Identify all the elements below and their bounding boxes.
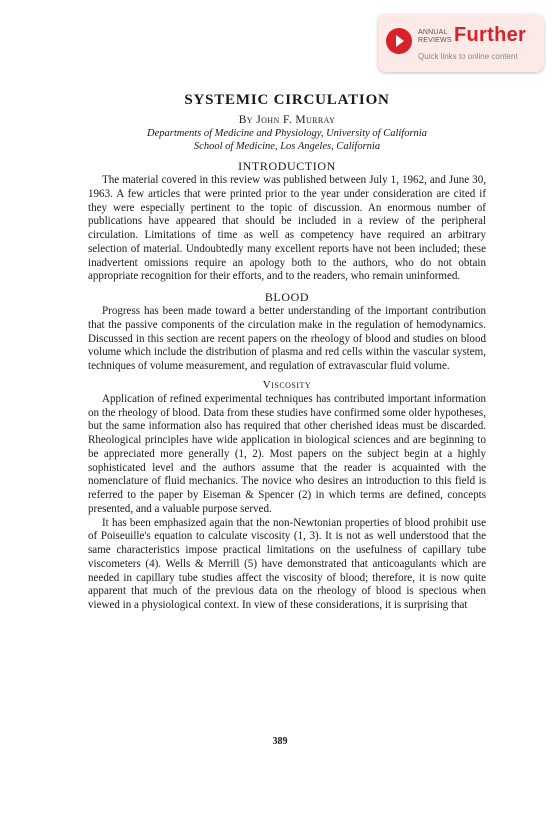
article-page bbox=[88, 91, 486, 613]
article-title: SYSTEMIC CIRCULATION bbox=[184, 92, 390, 108]
heading-blood: BLOOD bbox=[264, 290, 310, 304]
heading-introduction: INTRODUCTION bbox=[238, 159, 336, 173]
further-tagline: Quick links to online content bbox=[418, 52, 518, 61]
paragraph-viscosity-1: Application of refined experimental techniques has contributed important information on the rheology of blood. Data from these studies have confirmed some older hypotheses, but the same information also has required that other cherished ideas must be discarded. Rheological principles have wide application in biological sciences and are beginning to be appreciated more generally (1, 2). Most papers on the subject begin at a highly sophisticated level and the authors assume that the reader is acquainted with the nomenclature of fluid mechanics. The novice who desires an introduction to this field is referred to the paper by Eiseman & Spencer (2) in which terms are defined, concepts presented, and a valuable purpose served. bbox=[88, 392, 486, 515]
affiliation-line-1: Departments of Medicine and Physiology, University of California bbox=[147, 128, 427, 139]
paragraph-introduction: The material covered in this review was published between July 1, 1962, and June 30, 1963. A few articles that were printed prior to the year under consideration are cited if they were especially pertinent to the topic of discussion. An enormous number of publications have appeared that should be included in a review of the peripheral circulation. Limitations of time as well as competency have required an arbitrary selection of material. Undoubtedly many excellent reports have not been included; these inadvertent omissions require an apology both to the authors, who do not obtain appropriate recognition for their efforts, and to the readers, who remain uninformed. bbox=[88, 174, 486, 283]
article-author: By John F. Murray bbox=[238, 114, 336, 126]
page-number: 389 bbox=[272, 736, 288, 747]
annual-reviews-label: ANNUAL REVIEWS bbox=[418, 29, 452, 44]
heading-viscosity: Viscosity bbox=[262, 378, 312, 391]
affiliation-line-2: School of Medicine, Los Angeles, California bbox=[193, 141, 381, 152]
paragraph-viscosity-2: It has been emphasized again that the non-Newtonian properties of blood prohibit use of Poiseuille's equation to calculate viscosity (1, 3). It is not as well understood that the same characteristics impose practical limitations on the usefulness of capillary tube viscometers (4). Wells & Merrill (5) have demonstrated that anticoagulants which are needed in capillary tube studies affect the viscosity of blood; therefore, it is now quite apparent that much of the previous data on the rheology of blood is specious when viewed in a physiological context. In view of these considerations, it is surprising that bbox=[88, 516, 486, 611]
paragraph-blood: Progress has been made toward a better understanding of the important contribution that the passive components of the circulation make in the regulation of hemodynamics. Discussed in this section are recent papers on the rheology of blood and studies on blood volume which include the distribution of plasma and red cells within the vascular system, techniques of volume measurement, and regulation of extravascular fluid volume. bbox=[88, 305, 486, 372]
play-icon bbox=[386, 28, 412, 54]
further-badge[interactable] bbox=[378, 14, 544, 72]
further-label: Further bbox=[454, 24, 527, 46]
